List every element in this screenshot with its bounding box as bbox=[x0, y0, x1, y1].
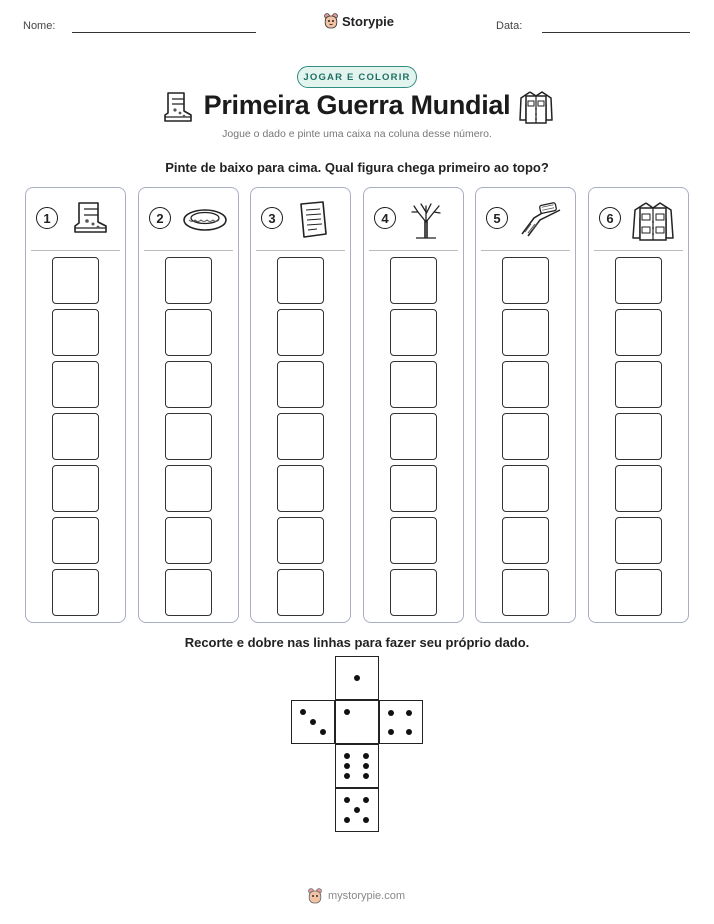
bare-tree-icon bbox=[406, 200, 446, 240]
color-box[interactable] bbox=[52, 361, 99, 408]
die-pip bbox=[363, 817, 369, 823]
column-5 bbox=[475, 187, 576, 623]
trench-icon bbox=[518, 200, 562, 238]
brand bbox=[324, 13, 394, 29]
die-face-lower bbox=[335, 744, 379, 788]
die-pip bbox=[344, 753, 350, 759]
brand-name: Storypie bbox=[342, 13, 395, 29]
color-box[interactable] bbox=[52, 517, 99, 564]
color-box[interactable] bbox=[615, 309, 662, 356]
color-box[interactable] bbox=[277, 361, 324, 408]
die-pip bbox=[344, 763, 350, 769]
column-number: 1 bbox=[36, 207, 58, 229]
die-pip bbox=[354, 807, 360, 813]
color-box[interactable] bbox=[502, 465, 549, 512]
color-box[interactable] bbox=[165, 465, 212, 512]
color-box[interactable] bbox=[390, 309, 437, 356]
color-box[interactable] bbox=[502, 361, 549, 408]
color-box[interactable] bbox=[502, 517, 549, 564]
die-face-bottom bbox=[335, 788, 379, 832]
military-jacket-icon bbox=[631, 200, 675, 242]
color-box[interactable] bbox=[502, 413, 549, 460]
column-header bbox=[26, 188, 125, 250]
color-box[interactable] bbox=[165, 309, 212, 356]
color-box[interactable] bbox=[52, 465, 99, 512]
die-pip bbox=[388, 710, 394, 716]
name-line[interactable] bbox=[72, 32, 256, 33]
storypie-logo-icon bbox=[307, 888, 323, 904]
die-pip bbox=[310, 719, 316, 725]
die-pip bbox=[363, 773, 369, 779]
color-box[interactable] bbox=[165, 517, 212, 564]
column-3 bbox=[250, 187, 351, 623]
die-pip bbox=[344, 797, 350, 803]
die-pip bbox=[320, 729, 326, 735]
color-box[interactable] bbox=[52, 257, 99, 304]
die-pip bbox=[354, 675, 360, 681]
column-number: 6 bbox=[599, 207, 621, 229]
color-box[interactable] bbox=[165, 413, 212, 460]
footer-url[interactable]: mystorypie.com bbox=[328, 890, 406, 902]
color-box[interactable] bbox=[615, 413, 662, 460]
column-2 bbox=[138, 187, 239, 623]
column-divider bbox=[144, 250, 233, 251]
die-pip bbox=[363, 753, 369, 759]
color-box[interactable] bbox=[277, 517, 324, 564]
instruction-bottom: Recorte e dobre nas linhas para fazer seu próprio dado. bbox=[184, 635, 530, 650]
activity-badge: JOGAR E COLORIR bbox=[297, 66, 417, 88]
color-box[interactable] bbox=[502, 569, 549, 616]
color-box[interactable] bbox=[277, 465, 324, 512]
column-number: 5 bbox=[486, 207, 508, 229]
color-box[interactable] bbox=[390, 361, 437, 408]
column-divider bbox=[594, 250, 683, 251]
column-1 bbox=[25, 187, 126, 623]
die-pip bbox=[406, 710, 412, 716]
column-header bbox=[589, 188, 688, 250]
color-box[interactable] bbox=[615, 465, 662, 512]
helmet-icon bbox=[181, 200, 231, 236]
column-header bbox=[251, 188, 350, 250]
column-header bbox=[476, 188, 575, 250]
die-pip bbox=[363, 797, 369, 803]
color-box[interactable] bbox=[615, 517, 662, 564]
color-box[interactable] bbox=[165, 569, 212, 616]
color-box[interactable] bbox=[165, 257, 212, 304]
column-divider bbox=[256, 250, 345, 251]
color-box[interactable] bbox=[390, 569, 437, 616]
column-number: 2 bbox=[149, 207, 171, 229]
document-icon bbox=[293, 200, 333, 240]
die-pip bbox=[344, 709, 350, 715]
color-box[interactable] bbox=[52, 569, 99, 616]
column-divider bbox=[31, 250, 120, 251]
color-box[interactable] bbox=[390, 257, 437, 304]
color-box[interactable] bbox=[390, 517, 437, 564]
die-face-top bbox=[335, 656, 379, 700]
color-box[interactable] bbox=[277, 569, 324, 616]
die-pip bbox=[406, 729, 412, 735]
column-divider bbox=[481, 250, 570, 251]
color-box[interactable] bbox=[277, 309, 324, 356]
color-box[interactable] bbox=[277, 413, 324, 460]
color-box[interactable] bbox=[277, 257, 324, 304]
column-number: 3 bbox=[261, 207, 283, 229]
color-box[interactable] bbox=[390, 413, 437, 460]
column-header bbox=[139, 188, 238, 250]
instruction-top: Pinte de baixo para cima. Qual figura chega primeiro ao topo? bbox=[165, 160, 549, 175]
column-4 bbox=[363, 187, 464, 623]
color-box[interactable] bbox=[502, 257, 549, 304]
column-number: 4 bbox=[374, 207, 396, 229]
color-box[interactable] bbox=[615, 257, 662, 304]
column-header bbox=[364, 188, 463, 250]
column-divider bbox=[369, 250, 458, 251]
page-title: Primeira Guerra Mundial bbox=[203, 90, 511, 120]
date-line[interactable] bbox=[542, 32, 690, 33]
color-box[interactable] bbox=[502, 309, 549, 356]
color-box[interactable] bbox=[615, 569, 662, 616]
boot-icon bbox=[68, 200, 108, 236]
die-face-center bbox=[335, 700, 379, 744]
date-label: Data: bbox=[496, 20, 523, 32]
color-box[interactable] bbox=[615, 361, 662, 408]
color-box[interactable] bbox=[52, 309, 99, 356]
die-pip bbox=[344, 773, 350, 779]
die-pip bbox=[344, 817, 350, 823]
color-box[interactable] bbox=[165, 361, 212, 408]
military-jacket-icon bbox=[518, 90, 554, 124]
color-box[interactable] bbox=[52, 413, 99, 460]
page-subtitle: Jogue o dado e pinte uma caixa na coluna desse número. bbox=[222, 128, 492, 140]
color-box[interactable] bbox=[390, 465, 437, 512]
die-face-right bbox=[379, 700, 423, 744]
die-pip bbox=[388, 729, 394, 735]
die-face-left bbox=[291, 700, 335, 744]
die-pip bbox=[363, 763, 369, 769]
footer bbox=[307, 888, 405, 904]
die-pip bbox=[300, 709, 306, 715]
column-6 bbox=[588, 187, 689, 623]
storypie-logo-icon bbox=[324, 13, 338, 29]
name-label: Nome: bbox=[23, 20, 56, 32]
